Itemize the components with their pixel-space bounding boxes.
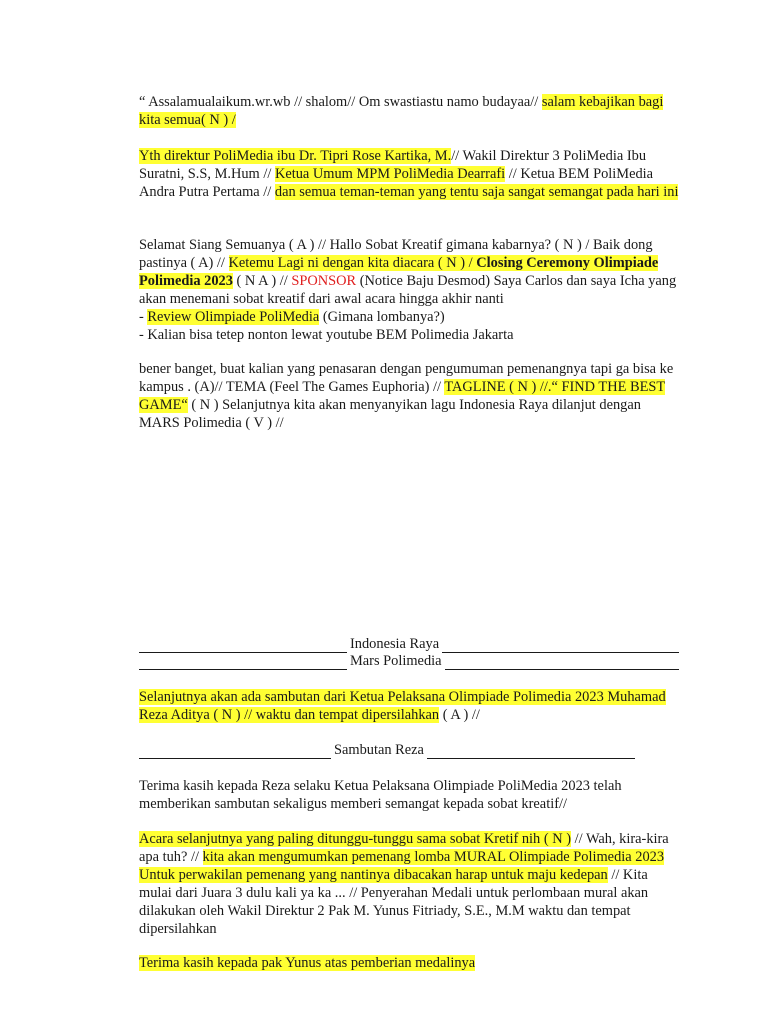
honorifics-paragraph: Yth direktur PoliMedia ibu Dr. Tipri Rose Kartika, M.// Wakil Direktur 3 PoliMedia Ibu Suratni, S.S, M.Hum // Ketua Umum MPM PoliMedia Dearrafi // Ketua BEM PoliMedia Andra Putra Pertama // dan semua teman-teman yang tentu saja sangat semangat pada hari ini [139,148,679,200]
divider-indonesia-raya: Indonesia Raya [139,635,679,653]
thanks-reza-paragraph: Terima kasih kepada Reza selaku Ketua Pelaksana Olimpiade PoliMedia 2023 telah memberikan sambutan sekaligus memberi semangat kepada sobat kreatif// [139,778,622,812]
mural-winner-paragraph: Acara selanjutnya yang paling ditunggu-tunggu sama sobat Kretif nih ( N ) // Wah, kira-kira apa tuh? // kita akan mengumumkan pemenang lomba MURAL Olimpiade Polimedia 2023 Untuk perwakilan pemenang yang nantinya dibacakan harap untuk maju kedepan // Kita mulai dari Juara 3 dulu kali ya ka ... // Penyerahan Medali untuk perlombaan mural akan dilakukan oleh Wakil Direktur 2 Pak M. Yunus Fitriady, S.E., M.M waktu dan tempat dipersilahkan [139,831,669,937]
opening-greeting: “ Assalamualaikum.wr.wb // shalom// Om swastiastu namo budayaa// salam kebajikan bagi kita semua( N ) / [139,94,664,128]
welcome-paragraph: Selamat Siang Semuanya ( A ) // Hallo Sobat Kreatif gimana kabarnya? ( N ) / Baik dong pastinya ( A) // Ketemu Lagi ni dengan kita diacara ( N ) / Closing Ceremony Olimpiade Polimedia 2023 ( N A ) // SPONSOR (Notice Baju Desmod) Saya Carlos dan saya Icha yang akan menemani sobat kreatif dari awal acara hingga akhir nanti - Review Olimpiade PoliMedia (Gimana lombanya?) - Kalian bisa tetep nonton lewat youtube BEM Polimedia Jakarta [139,237,677,343]
speech-announcement: Selanjutnya akan ada sambutan dari Ketua Pelaksana Olimpiade Polimedia 2023 Muhamad Reza Aditya ( N ) // waktu dan tempat dipersilahkan ( A ) // [139,689,666,723]
theme-tagline-paragraph: bener banget, buat kalian yang penasaran dengan pengumuman pemenangnya tapi ga bisa ke kampus . (A)// TEMA (Feel The Games Euphoria) // TAGLINE ( N ) //.“ FIND THE BEST GAME“ ( N ) Selanjutnya kita akan menyanyikan lagu Indonesia Raya dilanjut dengan MARS Polimedia ( V ) // [139,361,674,431]
divider-sambutan-reza: Sambutan Reza [139,741,635,759]
divider-mars-polimedia: Mars Polimedia [139,652,679,670]
thanks-yunus-paragraph: Terima kasih kepada pak Yunus atas pemberian medalinya [139,955,476,971]
